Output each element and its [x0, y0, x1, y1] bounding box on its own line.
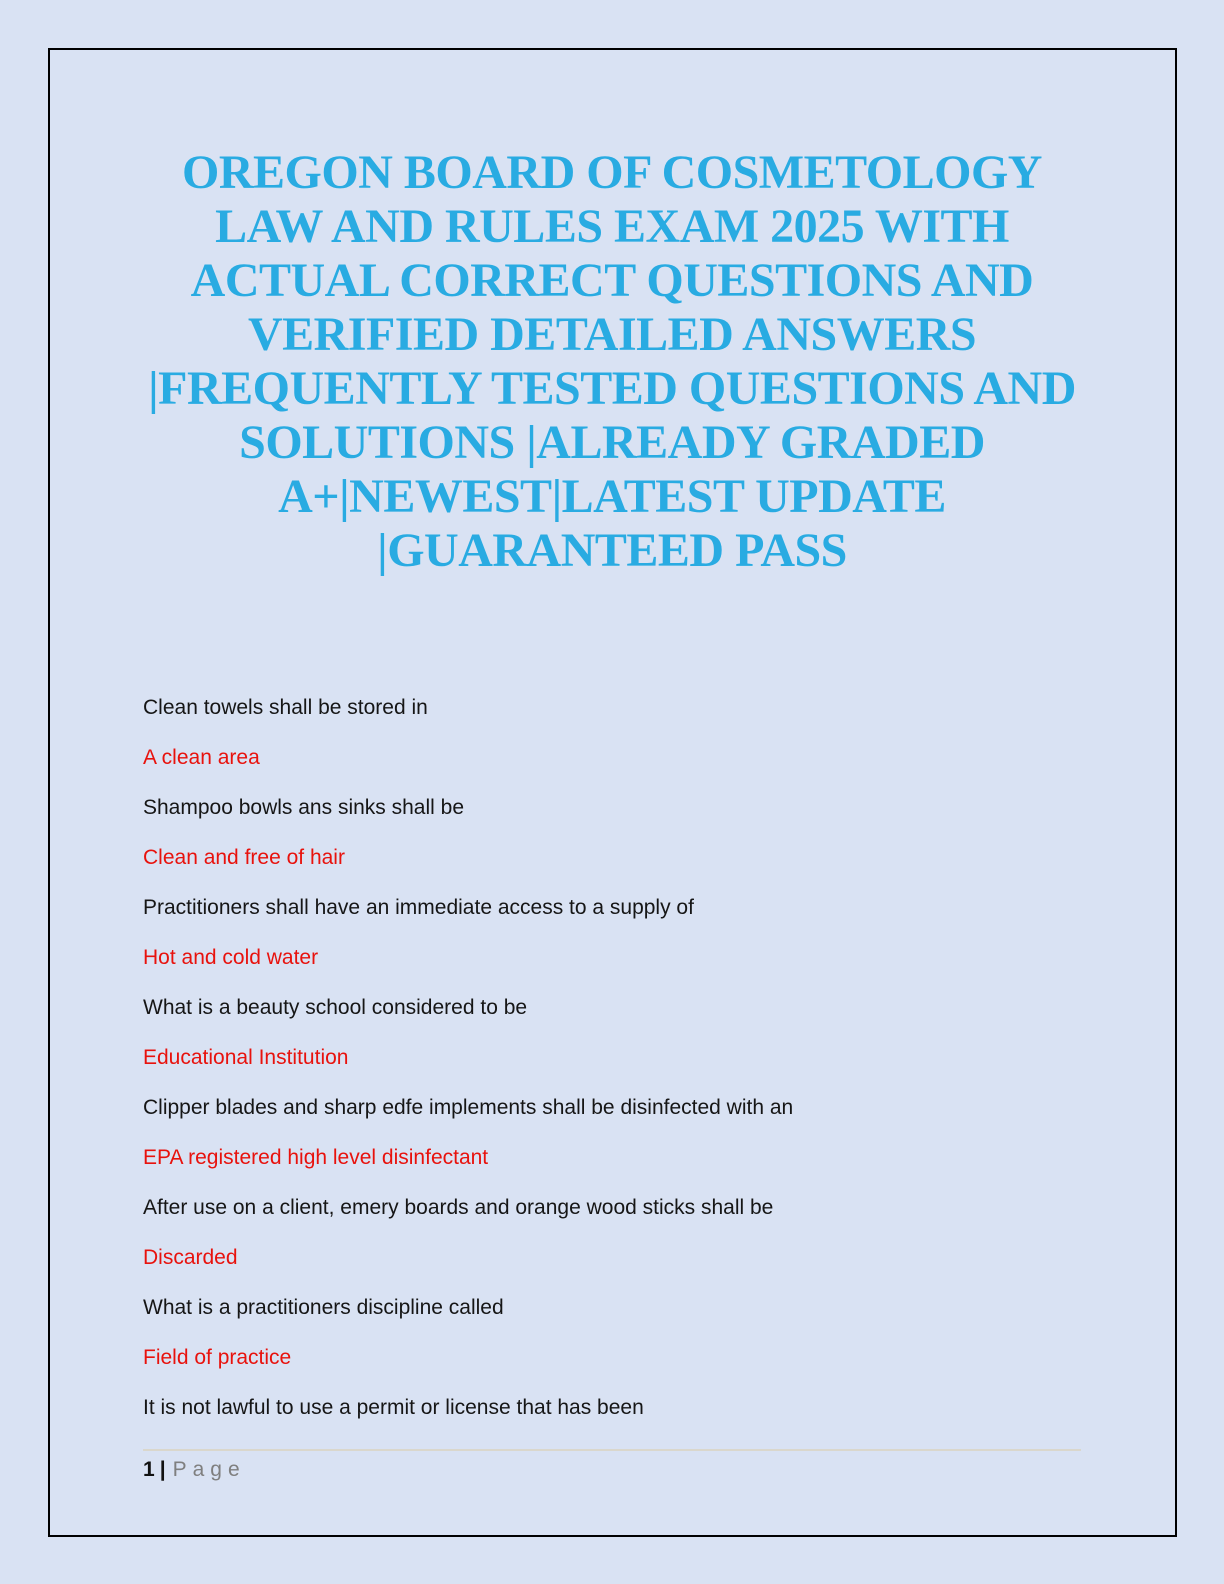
title-line: OREGON BOARD OF COSMETOLOGY [182, 146, 1042, 199]
page-number: 1 [143, 1458, 155, 1481]
title-line: |FREQUENTLY TESTED QUESTIONS AND [148, 362, 1076, 415]
question-text: What is a practitioners discipline called [143, 1296, 504, 1319]
title-line: LAW AND RULES EXAM 2025 WITH [215, 200, 1009, 253]
question-text: After use on a client, emery boards and orange wood sticks shall be [143, 1196, 774, 1219]
title-line: VERIFIED DETAILED ANSWERS [247, 308, 977, 361]
answer-text: Educational Institution [143, 1046, 349, 1069]
document-title [143, 146, 1081, 578]
title-line: ACTUAL CORRECT QUESTIONS AND [190, 254, 1034, 307]
question-text: Shampoo bowls ans sinks shall be [143, 796, 465, 819]
answer-text: A clean area [143, 746, 260, 769]
question-text: What is a beauty school considered to be [143, 996, 528, 1019]
question-text: Clipper blades and sharp edfe implements shall be disinfected with an [143, 1096, 794, 1119]
question-text: It is not lawful to use a permit or license that has been [143, 1396, 644, 1419]
footer-separator: | [159, 1458, 166, 1481]
title-line: |GUARANTEED PASS [377, 524, 847, 577]
answer-text: EPA registered high level disinfectant [143, 1146, 489, 1169]
answer-text: Field of practice [143, 1346, 292, 1369]
answer-text: Discarded [143, 1246, 238, 1269]
title-line: SOLUTIONS |ALREADY GRADED [239, 416, 985, 469]
qa-content [143, 694, 1081, 1444]
page-label: Page [172, 1458, 246, 1481]
title-line: A+|NEWEST|LATEST UPDATE [278, 470, 946, 523]
answer-text: Clean and free of hair [143, 846, 345, 869]
question-text: Practitioners shall have an immediate access to a supply of [143, 896, 694, 919]
page-footer [143, 1449, 1081, 1482]
question-text: Clean towels shall be stored in [143, 696, 428, 719]
answer-text: Hot and cold water [143, 946, 319, 969]
